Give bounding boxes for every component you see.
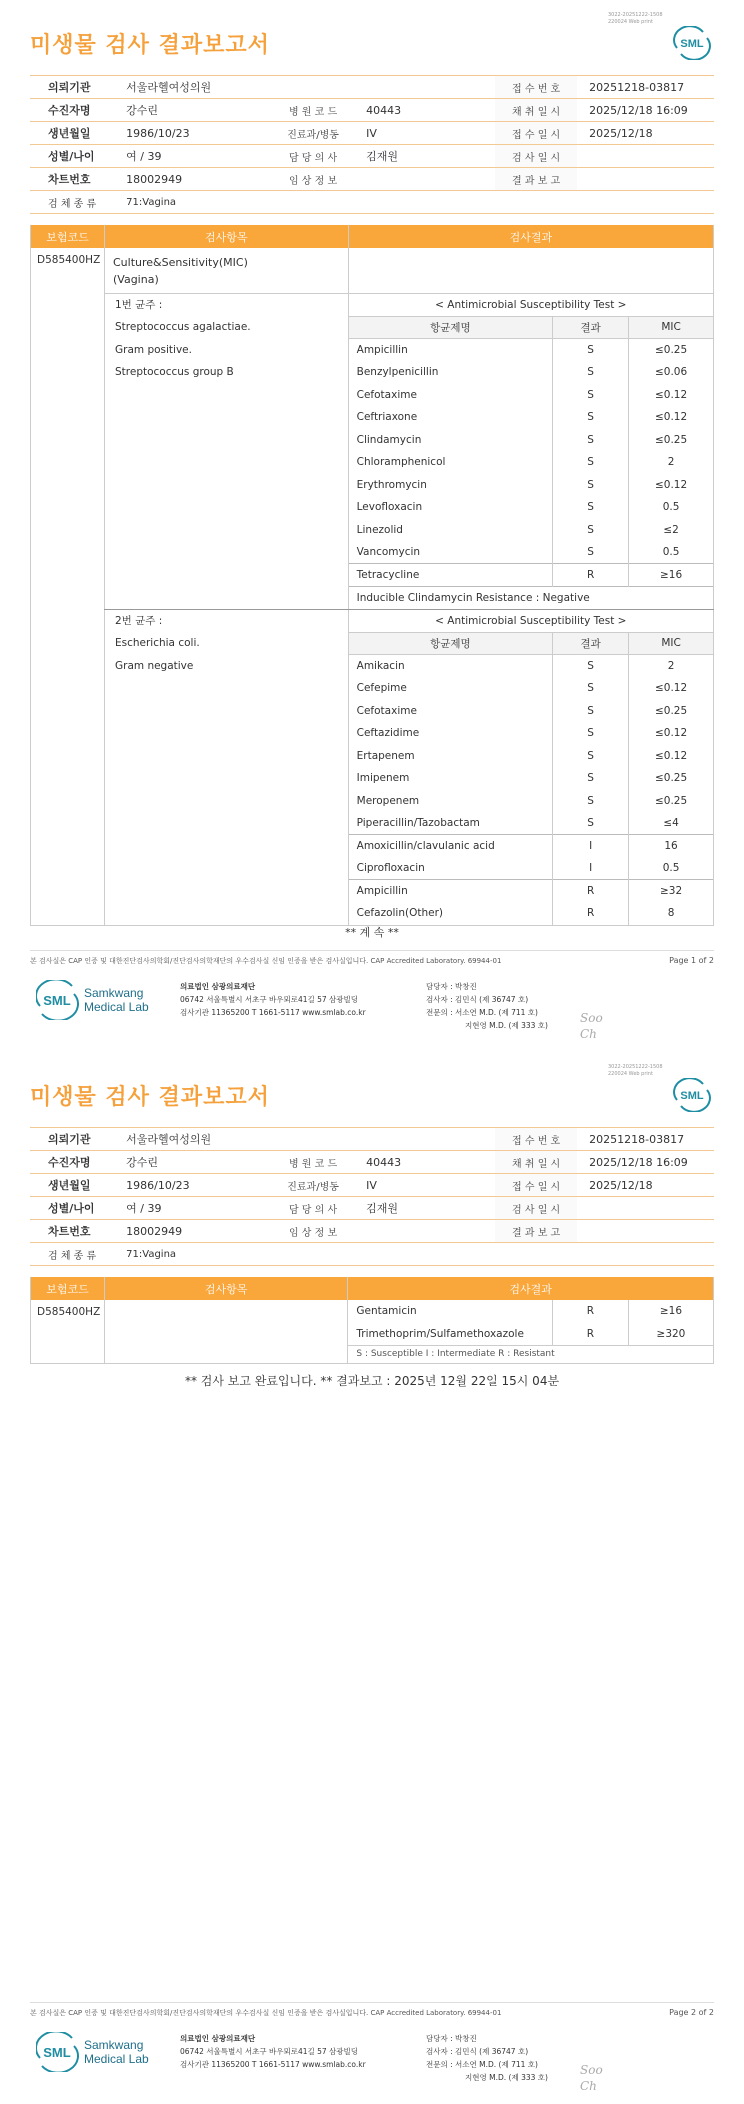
ast-agent: Levofloxacin — [349, 496, 553, 519]
ast-mic: ≤0.25 — [654, 772, 688, 785]
header-insurance-code: 보험코드 — [31, 1277, 105, 1300]
header-insurance-code: 보험코드 — [31, 225, 105, 248]
ast-row — [349, 361, 713, 384]
ast-result: R — [553, 902, 629, 925]
ast-result: R — [552, 1300, 628, 1323]
ast-mic: ≥16 — [659, 1305, 683, 1318]
ast-result: S — [553, 722, 629, 745]
ast-mic: ≤2 — [663, 523, 679, 536]
ast-result: R — [553, 564, 629, 587]
value-collection-time: 2025/12/18 16:09 — [577, 99, 714, 122]
ast-row — [349, 496, 713, 519]
ast-result: S — [553, 519, 629, 542]
header-test-item: 검사항목 — [104, 1277, 347, 1300]
label-patient-name: 수진자명 — [30, 99, 114, 122]
ast-row — [349, 857, 713, 880]
ast-table-organism-1 — [349, 294, 713, 609]
ast-agent: Ertapenem — [349, 745, 553, 768]
ast-agent: Trimethoprim/Sulfamethoxazole — [348, 1323, 552, 1346]
ast-mic: ≤0.12 — [654, 478, 688, 491]
label-hospital-code: 병 원 코 드 — [272, 99, 354, 122]
value-hospital-code: 40443 — [354, 99, 495, 122]
label-birth-date: 생년월일 — [30, 122, 114, 145]
ast-table-continued — [348, 1300, 713, 1363]
lab-org-info: 의료법인 삼광의료재단 06742 서울특별시 서초구 바우뫼로41길 57 삼광빌딩 검사기관 11365200 T 1661-5117 www.smlab.co.kr — [180, 982, 366, 1017]
insurance-code: D585400HZ — [31, 1300, 105, 1364]
label-result-report: 결 과 보 고 — [495, 1220, 577, 1243]
samkwang-logo — [36, 980, 156, 1020]
value-clinical-info — [354, 168, 495, 191]
ast-agent: Ampicillin — [349, 339, 553, 362]
value-result-report — [577, 168, 714, 191]
value-patient-name: 강수린 — [114, 1151, 272, 1174]
label-department: 진료과/병동 — [272, 1174, 354, 1197]
svg-text:Samkwang: Samkwang — [84, 986, 144, 1000]
ast-result: I — [553, 857, 629, 880]
ast-row — [349, 812, 713, 835]
ast-agent: Benzylpenicillin — [349, 361, 553, 384]
ast-row — [348, 1300, 713, 1323]
label-requesting-org: 의뢰기관 — [30, 1128, 114, 1151]
value-doctor: 김재원 — [354, 1197, 495, 1220]
ast-agent: Cefotaxime — [349, 384, 553, 407]
ast-mic: ≤0.12 — [654, 682, 688, 695]
ast-result: S — [553, 767, 629, 790]
ast-mic: ≤0.25 — [654, 433, 688, 446]
value-receipt-date: 2025/12/18 — [577, 1174, 714, 1197]
label-doctor: 담 당 의 사 — [272, 1197, 354, 1220]
label-birth-date: 생년월일 — [30, 1174, 114, 1197]
svg-text:Medical Lab: Medical Lab — [84, 2052, 149, 2066]
organism-2-info: 2번 균주 : Escherichia coli. Gram negative — [104, 609, 348, 925]
ast-row — [349, 790, 713, 813]
patient-info-table — [30, 1127, 714, 1266]
value-test-date — [577, 145, 714, 168]
label-sex-age: 성별/나이 — [30, 145, 114, 168]
value-department: IV — [354, 122, 495, 145]
test-name-line2: (Vagina) — [112, 273, 159, 286]
ast-mic: ≤4 — [663, 817, 679, 829]
ast-agent: Cefepime — [349, 677, 553, 700]
svg-text:Medical Lab: Medical Lab — [84, 1000, 149, 1014]
ast-table-organism-2 — [349, 610, 713, 925]
label-receipt-date: 접 수 일 시 — [495, 122, 577, 145]
label-doctor: 담 당 의 사 — [272, 145, 354, 168]
value-receipt-date: 2025/12/18 — [577, 122, 714, 145]
lab-staff-info: 담당자 : 박창진 검사자 : 김민식 (제 36747 호) 전문의 : 서소연 M.D. (제 711 호) 지현영 M.D. (제 333 호) — [426, 2034, 548, 2082]
ast-result: S — [553, 406, 629, 429]
ast-mic: 8 — [667, 907, 675, 920]
test-name-line1: Culture&Sensitivity(MIC) — [112, 256, 248, 269]
ast-row — [349, 541, 713, 564]
insurance-code: D585400HZ — [31, 248, 105, 925]
ast-result: S — [553, 677, 629, 700]
ast-result: S — [553, 451, 629, 474]
ast-mic: 0.5 — [662, 546, 680, 558]
ast-row — [349, 835, 713, 858]
value-sex-age: 여 / 39 — [114, 1197, 272, 1220]
print-stamp: 3022-20251222-1508 220024 Web print — [608, 1064, 663, 1077]
ast-mic: 0.5 — [662, 501, 680, 514]
ast-row — [349, 722, 713, 745]
ast-mic: ≤0.12 — [654, 388, 688, 401]
page-2 — [0, 1052, 744, 2104]
ast-row — [349, 519, 713, 542]
label-clinical-info: 임 상 정 보 — [272, 1220, 354, 1243]
test-name — [104, 248, 348, 293]
ast-agent: Gentamicin — [348, 1300, 552, 1323]
ast-agent: Ampicillin — [349, 880, 553, 903]
report-complete-line: ** 검사 보고 완료입니다. ** 결과보고 : 2025년 12월 22일 15시 04분 — [184, 1374, 560, 1388]
ast-header-mic: MIC — [629, 632, 713, 655]
organism-1-info: 1번 균주 : Streptococcus agalactiae. Gram positive. Streptococcus group B — [104, 293, 348, 609]
ast-result: R — [553, 880, 629, 903]
ast-row — [349, 902, 713, 925]
ast-row — [349, 451, 713, 474]
ast-result: S — [553, 361, 629, 384]
ast-row — [349, 745, 713, 768]
samkwang-logo — [36, 2032, 156, 2072]
ast-row — [349, 429, 713, 452]
ast-agent: Imipenem — [349, 767, 553, 790]
ast-header-result: 결과 — [553, 316, 629, 339]
value-specimen: 71:Vagina — [114, 1243, 714, 1266]
ast-header-agent: 항균제명 — [349, 632, 553, 655]
ast-row — [349, 384, 713, 407]
value-result-report — [577, 1220, 714, 1243]
label-hospital-code: 병 원 코 드 — [272, 1151, 354, 1174]
ast-result: S — [553, 745, 629, 768]
result-legend: S : Susceptible I : Intermediate R : Resistant — [348, 1345, 713, 1363]
ast-note: Inducible Clindamycin Resistance : Negative — [349, 586, 713, 609]
ast-mic: ≤0.12 — [654, 411, 688, 424]
label-chart-no: 차트번호 — [30, 168, 114, 191]
lab-staff-info: 담당자 : 박창진 검사자 : 김민식 (제 36747 호) 전문의 : 서소연 M.D. (제 711 호) 지현영 M.D. (제 333 호) — [426, 982, 548, 1030]
header-test-result: 검사결과 — [348, 225, 713, 248]
svg-text:SML: SML — [680, 38, 704, 50]
ast-title: < Antimicrobial Susceptibility Test > — [349, 294, 713, 317]
ast-agent: Linezolid — [349, 519, 553, 542]
ast-mic: ≤0.12 — [654, 749, 688, 762]
ast-header-agent: 항균제명 — [349, 316, 553, 339]
ast-mic: ≤0.06 — [654, 366, 688, 379]
value-receipt-no: 20251218-03817 — [577, 1128, 714, 1151]
ast-mic: ≤0.25 — [654, 344, 688, 356]
ast-row — [349, 339, 713, 362]
svg-text:Samkwang: Samkwang — [84, 2038, 144, 2052]
svg-text:SML: SML — [680, 1090, 704, 1102]
label-chart-no: 차트번호 — [30, 1220, 114, 1243]
ast-result: S — [553, 384, 629, 407]
value-birth-date: 1986/10/23 — [114, 122, 272, 145]
value-chart-no: 18002949 — [114, 168, 272, 191]
ast-row — [349, 474, 713, 497]
ast-agent: Cefotaxime — [349, 700, 553, 723]
patient-info-table — [30, 75, 714, 214]
results-table-p2 — [30, 1277, 714, 1364]
ast-mic: 0.5 — [662, 862, 680, 874]
ast-result: S — [553, 541, 629, 564]
ast-mic: ≤0.25 — [654, 704, 688, 717]
value-birth-date: 1986/10/23 — [114, 1174, 272, 1197]
value-chart-no: 18002949 — [114, 1220, 272, 1243]
label-specimen: 검 체 종 류 — [30, 191, 114, 214]
report-title: 미생물 검사 결과보고서 — [30, 33, 270, 58]
sml-logo — [673, 26, 711, 60]
ast-agent: Ceftazidime — [349, 722, 553, 745]
value-specimen: 71:Vagina — [114, 191, 714, 214]
results-table-p1 — [30, 225, 714, 926]
ast-title: < Antimicrobial Susceptibility Test > — [349, 610, 713, 633]
ast-result: S — [553, 700, 629, 723]
footer-accreditation-note: 본 검사실은 CAP 인증 및 대한진단검사의학회/진단검사의학재단의 우수검사실 신임 인증을 받은 검사실입니다. CAP Accredited Laboratory. 69944-01 — [30, 957, 502, 965]
page-number: Page 2 of 2 — [669, 2008, 714, 2017]
ast-agent: Ceftriaxone — [349, 406, 553, 429]
value-hospital-code: 40443 — [354, 1151, 495, 1174]
svg-text:SML: SML — [43, 993, 71, 1008]
value-test-date — [577, 1197, 714, 1220]
label-collection-time: 채 취 일 시 — [495, 1151, 577, 1174]
label-collection-time: 채 취 일 시 — [495, 99, 577, 122]
signature: Soo Ch — [580, 1011, 603, 1041]
footer-accreditation-note: 본 검사실은 CAP 인증 및 대한진단검사의학회/진단검사의학재단의 우수검사실 신임 인증을 받은 검사실입니다. CAP Accredited Laboratory. 69944-01 — [30, 2009, 502, 2017]
value-clinical-info — [354, 1220, 495, 1243]
label-department: 진료과/병동 — [272, 122, 354, 145]
value-requesting-org: 서울라헬여성의원 — [114, 76, 495, 99]
ast-result: S — [553, 655, 629, 678]
ast-result: S — [553, 339, 629, 362]
ast-result: S — [553, 496, 629, 519]
ast-header-mic: MIC — [629, 316, 713, 339]
ast-row — [349, 677, 713, 700]
label-test-date: 검 사 일 시 — [495, 1197, 577, 1220]
ast-result: S — [553, 812, 629, 835]
ast-agent: Clindamycin — [349, 429, 553, 452]
ast-agent: Amoxicillin/clavulanic acid — [349, 835, 553, 858]
ast-header-result: 결과 — [553, 632, 629, 655]
ast-mic: ≥16 — [629, 564, 713, 587]
value-doctor: 김재원 — [354, 145, 495, 168]
label-clinical-info: 임 상 정 보 — [272, 168, 354, 191]
label-specimen: 검 체 종 류 — [30, 1243, 114, 1266]
svg-text:SML: SML — [43, 2045, 71, 2060]
value-receipt-no: 20251218-03817 — [577, 76, 714, 99]
ast-agent: Piperacillin/Tazobactam — [349, 812, 553, 835]
ast-result: S — [553, 474, 629, 497]
ast-agent: Chloramphenicol — [349, 451, 553, 474]
ast-mic: ≥32 — [629, 880, 713, 903]
lab-org-info: 의료법인 삼광의료재단 06742 서울특별시 서초구 바우뫼로41길 57 삼광빌딩 검사기관 11365200 T 1661-5117 www.smlab.co.kr — [180, 2034, 366, 2069]
ast-mic: 2 — [667, 456, 675, 469]
label-requesting-org: 의뢰기관 — [30, 76, 114, 99]
ast-result: I — [553, 835, 629, 858]
ast-mic: ≥320 — [656, 1327, 686, 1340]
report-title: 미생물 검사 결과보고서 — [30, 1085, 270, 1110]
signature: Soo Ch — [580, 2063, 603, 2093]
value-department: IV — [354, 1174, 495, 1197]
ast-agent: Erythromycin — [349, 474, 553, 497]
ast-agent: Vancomycin — [349, 541, 553, 564]
page-number: Page 1 of 2 — [669, 956, 714, 965]
ast-mic: ≤0.25 — [654, 794, 688, 807]
ast-mic: ≤0.12 — [654, 727, 688, 740]
ast-mic: 2 — [667, 660, 675, 672]
ast-row — [349, 700, 713, 723]
label-sex-age: 성별/나이 — [30, 1197, 114, 1220]
ast-agent: Amikacin — [349, 655, 553, 678]
header-test-item: 검사항목 — [104, 225, 348, 248]
sml-logo — [673, 1078, 711, 1112]
value-sex-age: 여 / 39 — [114, 145, 272, 168]
label-receipt-no: 접 수 번 호 — [495, 76, 577, 99]
ast-row — [349, 767, 713, 790]
continued-label: ** 계 속 ** — [345, 926, 399, 939]
ast-row — [349, 564, 713, 587]
ast-agent: Cefazolin(Other) — [349, 902, 553, 925]
print-stamp: 3022-20251222-1508 220024 Web print — [608, 12, 663, 25]
ast-result: R — [552, 1323, 628, 1346]
ast-mic: 16 — [629, 835, 713, 858]
ast-agent: Tetracycline — [349, 564, 553, 587]
label-receipt-no: 접 수 번 호 — [495, 1128, 577, 1151]
ast-row — [349, 880, 713, 903]
ast-row — [348, 1323, 713, 1346]
ast-row — [349, 655, 713, 678]
ast-result: S — [553, 429, 629, 452]
value-collection-time: 2025/12/18 16:09 — [577, 1151, 714, 1174]
ast-agent: Ciprofloxacin — [349, 857, 553, 880]
ast-agent: Meropenem — [349, 790, 553, 813]
label-result-report: 결 과 보 고 — [495, 168, 577, 191]
label-receipt-date: 접 수 일 시 — [495, 1174, 577, 1197]
value-requesting-org: 서울라헬여성의원 — [114, 1128, 495, 1151]
ast-result: S — [553, 790, 629, 813]
label-patient-name: 수진자명 — [30, 1151, 114, 1174]
label-test-date: 검 사 일 시 — [495, 145, 577, 168]
value-patient-name: 강수린 — [114, 99, 272, 122]
header-test-result: 검사결과 — [348, 1277, 714, 1300]
ast-row — [349, 406, 713, 429]
